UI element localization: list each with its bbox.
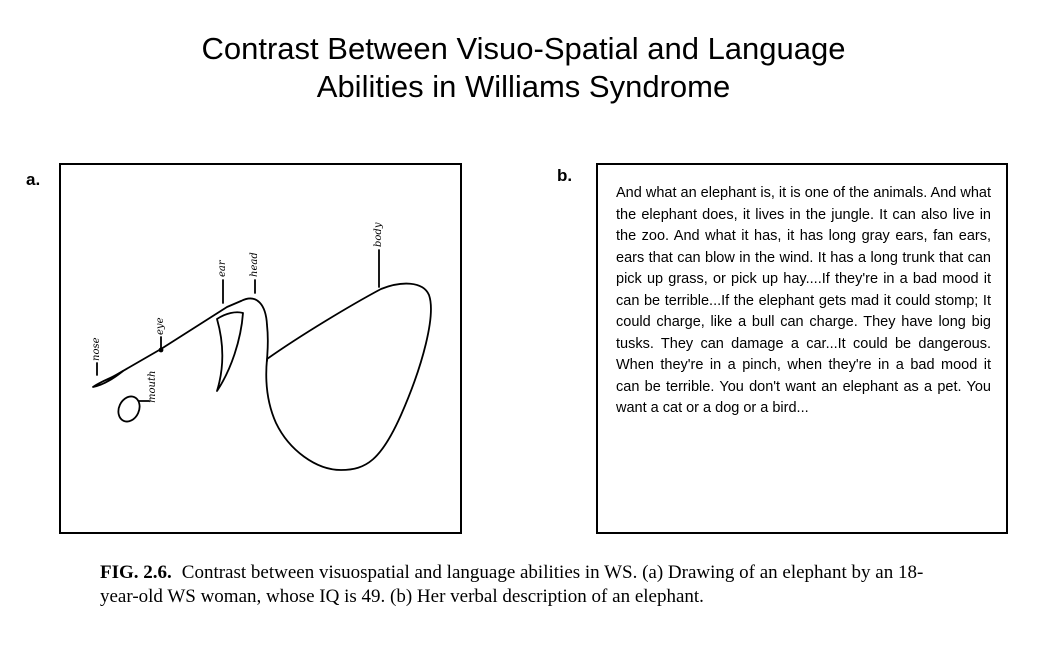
- panel-b-label: b.: [557, 166, 573, 185]
- verbal-description-text: And what an elephant is, it is one of the animals. And what the elephant does, it lives in the jungle. It can also live in the zoo. And what it has, it has long gray ears, fan ears, ears that can blow in the wind. It has a long trunk that can pick up grass, or pick up hay....If they're in a bad mood it can be terrible...If the elephant gets mad it could stomp; It could charge, like a bull can charge. They have long big tusks. They can damage a car...It could be dangerous. When they're in a pinch, when they're in a bad mood it can be terrible. You don't want an elephant as a pet. You want a cat or a dog or a bird...: [616, 185, 991, 416]
- elephant-drawing: [61, 165, 460, 532]
- caption-label: FIG. 2.6.: [100, 562, 172, 583]
- title-line-1: Contrast Between Visuo-Spatial and Language: [201, 31, 846, 66]
- label-head: head: [249, 252, 260, 277]
- label-eye: eye: [155, 317, 166, 335]
- label-mouth: mouth: [147, 370, 158, 403]
- panel-a-label: a.: [26, 170, 41, 189]
- label-nose: nose: [91, 337, 102, 361]
- caption-text: Contrast between visuospatial and language abilities in WS. (a) Drawing of an elephant by an 18-year-old WS woman, whose IQ is 49. (b) Her verbal description of an elephant.: [100, 562, 924, 607]
- elephant-drawing-panel: [59, 163, 462, 534]
- figure-title: [0, 30, 1047, 106]
- body-shape: [266, 284, 431, 470]
- label-ear: ear: [217, 260, 228, 277]
- ear-shape: [217, 312, 243, 391]
- figure-caption: [100, 561, 960, 608]
- label-body: body: [373, 222, 384, 247]
- title-line-2: Abilities in Williams Syndrome: [316, 69, 731, 104]
- mouth-shape: [114, 393, 143, 425]
- verbal-description-panel: [596, 163, 1008, 534]
- head-shape: [241, 298, 268, 361]
- eye-dot: [159, 348, 164, 353]
